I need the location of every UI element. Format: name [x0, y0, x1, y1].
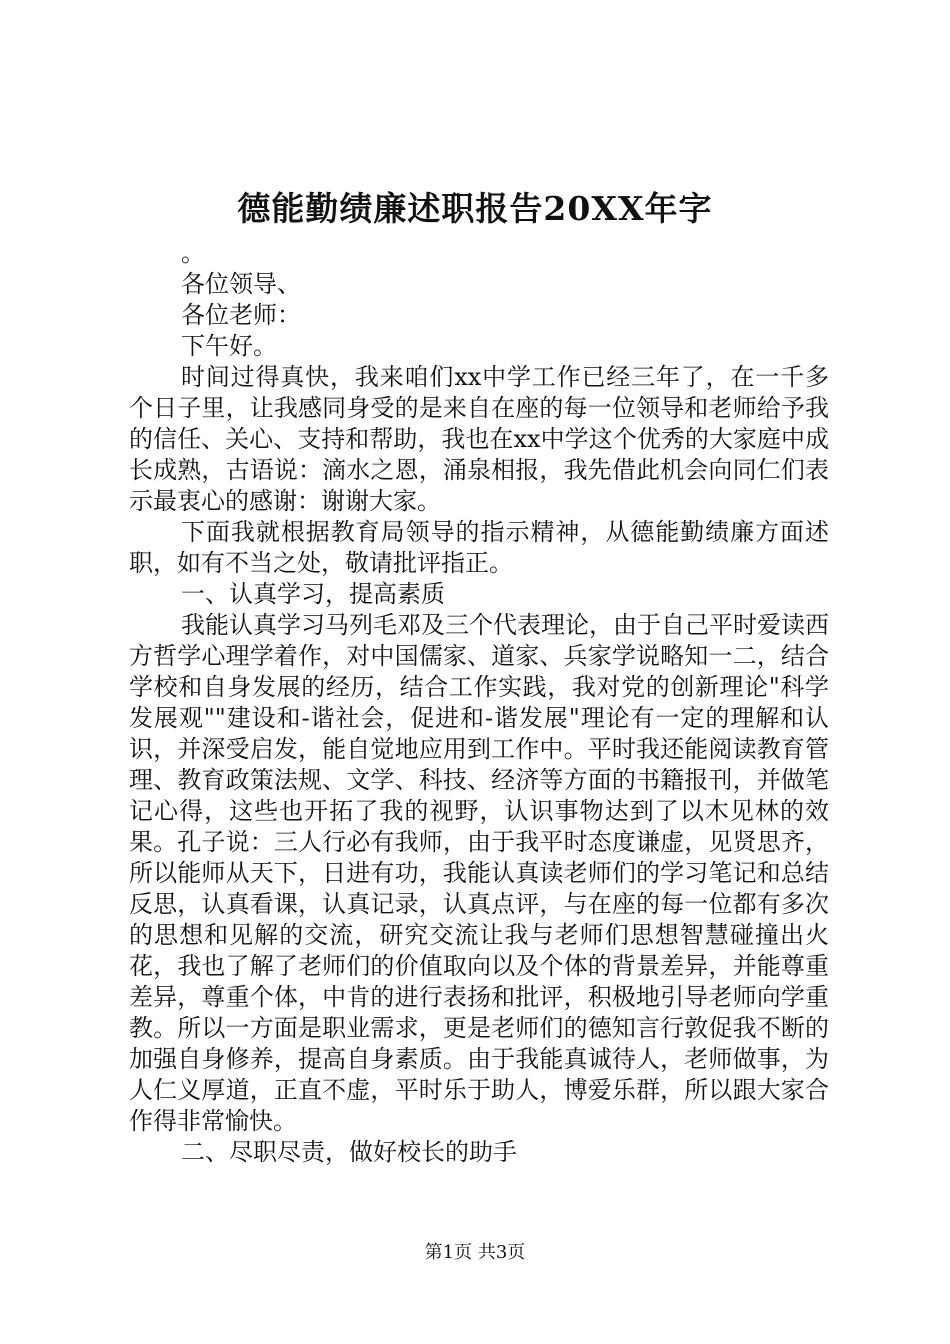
document-body: [129, 238, 829, 1168]
paragraph-study: 我能认真学习马列毛邓及三个代表理论，由于自己平时爱读西方哲学心理学着作，对中国儒家、道家、兵家学说略知一二，结合学校和自身发展的经历，结合工作实践，我对党的创新理论"科学发展观""建设和-谐社会，促进和-谐发展"理论有一定的理解和认识，并深受启发，能自觉地应用到工作中。平时我还能阅读教育管理、教育政策法规、文学、科技、经济等方面的书籍报刊，并做笔记心得，这些也开拓了我的视野，认识事物达到了以木见林的效果。孔子说：三人行必有我师，由于我平时态度谦虚，见贤思齐，所以能师从天下，日进有功，我能认真读老师们的学习笔记和总结反思，认真看课，认真记录，认真点评，与在座的每一位都有多次的思想和见解的交流，研究交流让我与老师们思想智慧碰撞出火花，我也了解了老师们的价值取向以及个体的背景差异，并能尊重差异，尊重个体，中肯的进行表扬和批评，积极地引导老师向学重教。所以一方面是职业需求，更是老师们的德知言行敦促我不断的加强自身修养，提高自身素质。由于我能真诚待人，老师做事，为人仁义厚道，正直不虚，平时乐于助人，博爱乐群，所以跟大家合作得非常愉快。: [129, 611, 829, 1135]
paragraph-leading-mark: 。: [181, 239, 205, 267]
section-heading-duty: 二、尽职尽责，做好校长的助手: [181, 1138, 517, 1166]
page-footer: 第1页 共3页: [424, 1242, 526, 1263]
salutation-leaders: 各位领导、: [181, 270, 301, 298]
section-heading-study: 一、认真学习，提高素质: [181, 580, 445, 608]
greeting: 下午好。: [181, 332, 277, 360]
salutation-teachers: 各位老师：: [181, 301, 301, 329]
paragraph-intro: 时间过得真快，我来咱们xx中学工作已经三年了，在一千多个日子里，让我感同身受的是来自在座的每一位领导和老师给予我的信任、关心、支持和帮助，我也在xx中学这个优秀的大家庭中成长成熟，古语说：滴水之恩，涌泉相报，我先借此机会向同仁们表示最衷心的感谢：谢谢大家。: [129, 363, 829, 515]
paragraph-purpose: 下面我就根据教育局领导的指示精神，从德能勤绩廉方面述职，如有不当之处，敬请批评指正。: [129, 518, 829, 577]
document-title: 德能勤绩廉述职报告20XX年字: [237, 189, 713, 228]
